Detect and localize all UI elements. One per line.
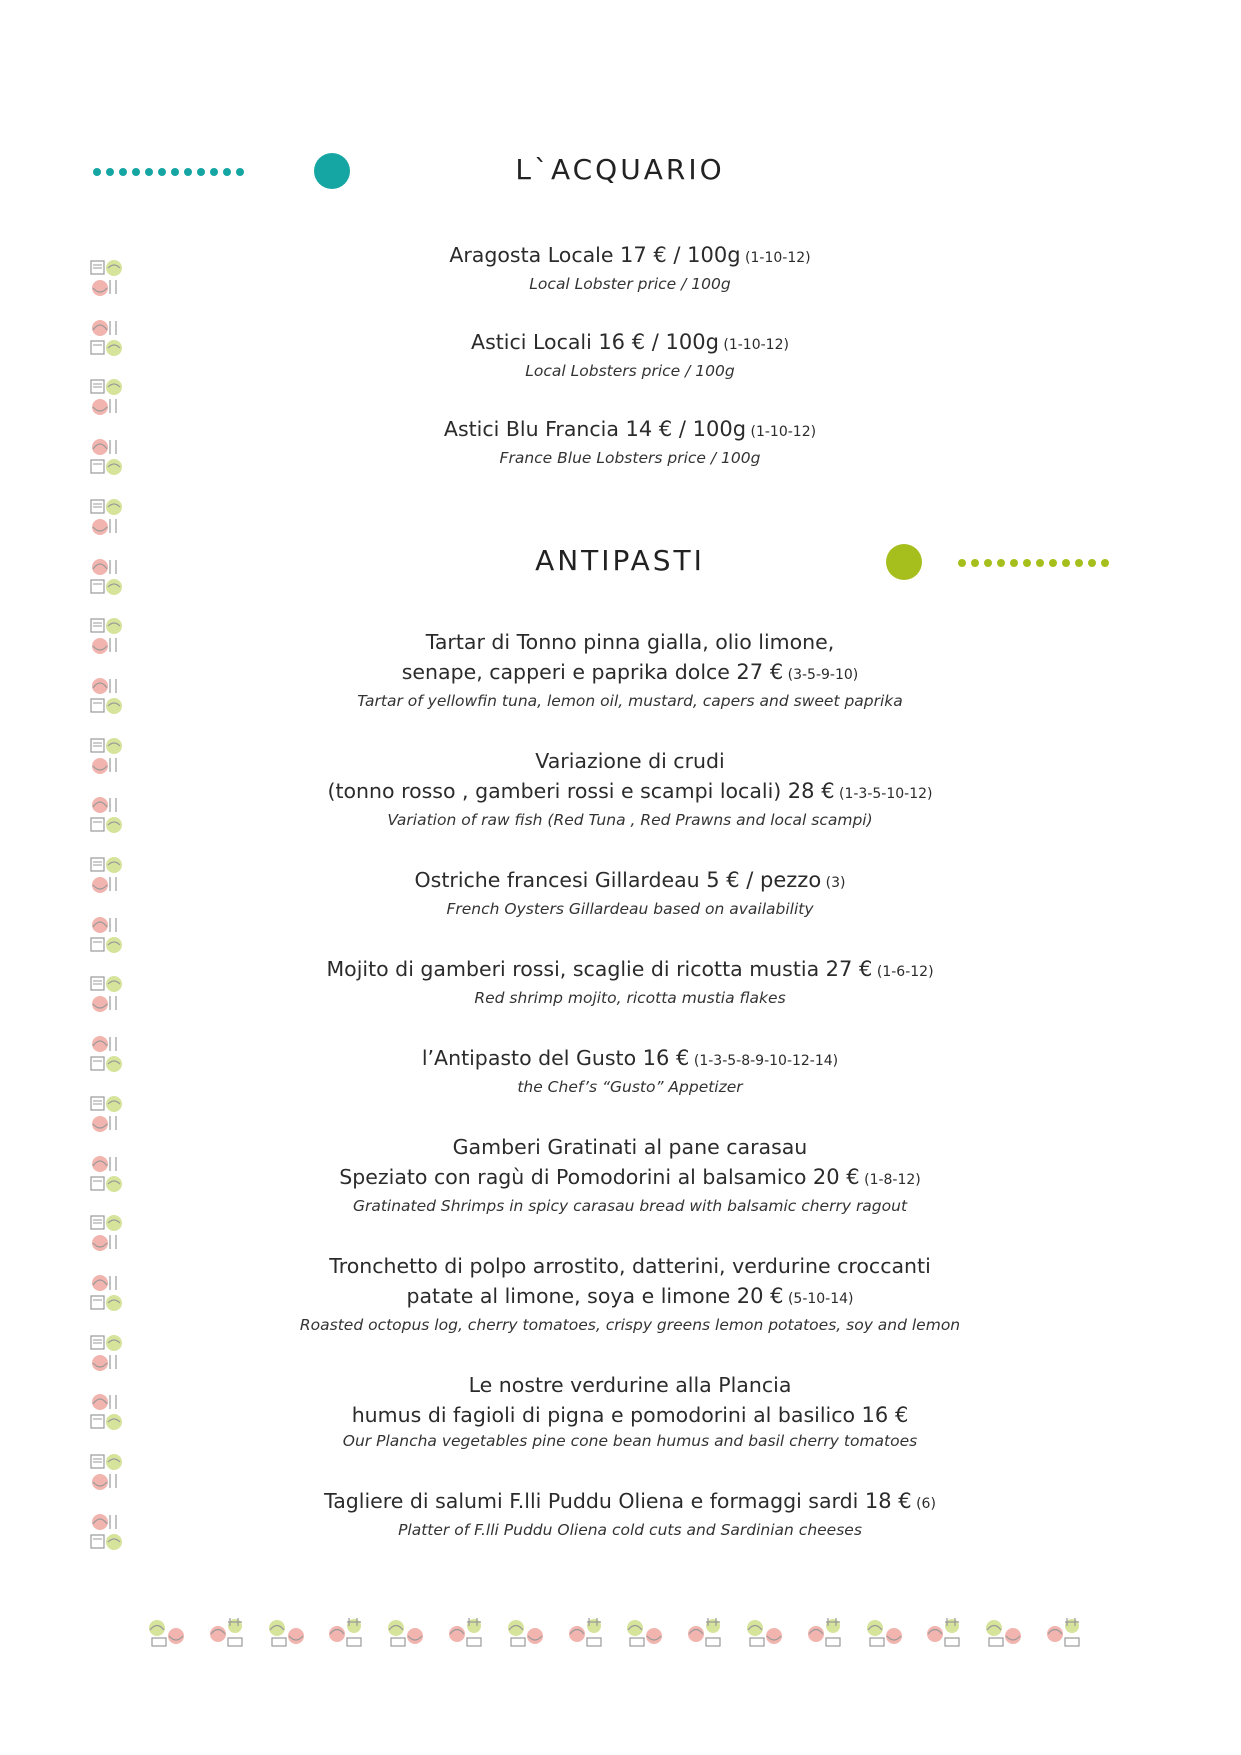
dish-line (220, 1162, 1040, 1195)
allergen-codes: (1-10-12) (718, 337, 789, 353)
menu-item (220, 954, 1040, 1009)
menu-item (220, 1486, 1040, 1541)
decorative-pattern-icon (925, 1616, 963, 1652)
small-dot (210, 168, 218, 176)
dish-price: 27 € (736, 660, 784, 684)
dish-line (220, 1132, 1040, 1162)
section-title-antipasti: ANTIPASTI (535, 544, 705, 577)
small-dot (984, 559, 992, 567)
dish-name: Gamberi Gratinati al pane carasau (452, 1135, 808, 1159)
allergen-codes: (1-10-12) (740, 250, 811, 266)
decorative-pattern-icon (90, 377, 124, 417)
decorative-pattern-icon (148, 1616, 186, 1652)
dish-line (220, 1251, 1040, 1281)
dish-line (220, 746, 1040, 776)
menu-item (220, 1132, 1040, 1217)
dish-english: Gratinated Shrimps in spicy carasau bread with balsamic cherry ragout (352, 1197, 908, 1215)
decorative-pattern-icon (90, 1392, 124, 1432)
dish-price: 17 € / 100g (620, 243, 741, 267)
small-dot (1101, 559, 1109, 567)
dish-english: France Blue Lobsters price / 100g (499, 449, 761, 467)
dish-english: Local Lobsters price / 100g (525, 362, 735, 380)
dish-line (220, 1043, 1040, 1076)
dish-line (220, 1370, 1040, 1400)
small-dot (158, 168, 166, 176)
menu-item (220, 746, 1040, 831)
decorative-pattern-icon (507, 1616, 545, 1652)
dish-line (220, 414, 1040, 447)
menu-item (220, 240, 1040, 295)
decorative-pattern-icon (806, 1616, 844, 1652)
dish-line (220, 954, 1040, 987)
section-title-acquario: L`ACQUARIO (515, 153, 725, 186)
dish-english: the Chef’s “Gusto” Appetizer (517, 1078, 743, 1096)
dish-name: Tronchetto di polpo arrostito, datterini, verdurine croccanti (329, 1254, 931, 1278)
small-dot (119, 168, 127, 176)
dish-english: Red shrimp mojito, ricotta mustia flakes (474, 989, 786, 1007)
small-dot (971, 559, 979, 567)
small-dot (1023, 559, 1031, 567)
decorative-pattern-icon (90, 1094, 124, 1134)
dish-name: Astici Locali (471, 330, 599, 354)
dish-price: 27 € (825, 957, 873, 981)
small-dot (958, 559, 966, 567)
decorative-pattern-icon (90, 1452, 124, 1492)
allergen-codes: (1-6-12) (872, 964, 934, 980)
decorative-pattern-icon (90, 497, 124, 537)
dish-english: Tartar of yellowfin tuna, lemon oil, mustard, capers and sweet paprika (357, 692, 903, 710)
dish-name: Astici Blu Francia (443, 417, 626, 441)
antipasti-items (220, 627, 1040, 1575)
menu-item (220, 1370, 1040, 1452)
decorative-pattern-icon (90, 795, 124, 835)
small-dot (184, 168, 192, 176)
dish-name: Tagliere di salumi F.lli Puddu Oliena e formaggi sardi (324, 1489, 865, 1513)
small-dot (223, 168, 231, 176)
decorative-pattern-icon (387, 1616, 425, 1652)
dish-price: 28 € (787, 779, 835, 803)
antipasti-dots (958, 559, 1109, 567)
dish-english: Local Lobster price / 100g (529, 275, 731, 293)
acquario-big-dot (314, 153, 350, 189)
small-dot (145, 168, 153, 176)
decorative-pattern-icon (1045, 1616, 1083, 1652)
allergen-codes: (3-5-9-10) (783, 667, 859, 683)
menu-item (220, 1251, 1040, 1336)
small-dot (132, 168, 140, 176)
dish-name: Tartar di Tonno pinna gialla, olio limone, (425, 630, 835, 654)
small-dot (1049, 559, 1057, 567)
decorative-pattern-icon (327, 1616, 365, 1652)
dish-line (220, 865, 1040, 898)
dish-name: Ostriche francesi Gillardeau (414, 868, 707, 892)
small-dot (1075, 559, 1083, 567)
allergen-codes: (1-10-12) (746, 424, 817, 440)
dish-name: l’Antipasto del Gusto (421, 1046, 643, 1070)
dish-line (220, 627, 1040, 657)
decorative-pattern-icon (686, 1616, 724, 1652)
menu-item (220, 414, 1040, 469)
decorative-pattern-icon (208, 1616, 246, 1652)
decorative-pattern-icon (90, 676, 124, 716)
decorative-pattern-icon (90, 974, 124, 1014)
small-dot (236, 168, 244, 176)
allergen-codes: (1-8-12) (859, 1172, 921, 1188)
decorative-pattern-icon (90, 557, 124, 597)
dish-name: Le nostre verdurine alla Plancia (468, 1373, 792, 1397)
dish-english: French Oysters Gillardeau based on availability (446, 900, 814, 918)
small-dot (997, 559, 1005, 567)
acquario-items (220, 240, 1040, 501)
allergen-codes: (5-10-14) (783, 1291, 854, 1307)
acquario-dots (93, 168, 244, 176)
dish-price: 5 € / pezzo (706, 868, 822, 892)
decorative-pattern-icon (90, 1512, 124, 1552)
decorative-pattern-icon (90, 915, 124, 955)
decorative-pattern-icon (90, 1273, 124, 1313)
menu-item (220, 1043, 1040, 1098)
small-dot (197, 168, 205, 176)
menu-item (220, 327, 1040, 382)
decorative-pattern-icon (90, 1034, 124, 1074)
small-dot (93, 168, 101, 176)
dish-english: Roasted octopus log, cherry tomatoes, crispy greens lemon potatoes, soy and lemon (299, 1316, 961, 1334)
dish-name: (tonno rosso , gamberi rossi e scampi locali) (327, 779, 788, 803)
decorative-pattern-icon (268, 1616, 306, 1652)
small-dot (171, 168, 179, 176)
dish-line (220, 1400, 1040, 1430)
small-dot (1010, 559, 1018, 567)
dish-price: 20 € (736, 1284, 784, 1308)
dish-english: Platter of F.lli Puddu Oliena cold cuts and Sardinian cheeses (398, 1521, 862, 1539)
menu-item (220, 627, 1040, 712)
small-dot (1062, 559, 1070, 567)
dish-line (220, 327, 1040, 360)
dish-price: 16 € (642, 1046, 690, 1070)
decorative-pattern-icon (447, 1616, 485, 1652)
decorative-pattern-icon (90, 1213, 124, 1253)
dish-name: patate al limone, soya e limone (406, 1284, 737, 1308)
dish-price: 20 € (812, 1165, 860, 1189)
allergen-codes: (1-3-5-8-9-10-12-14) (689, 1053, 839, 1069)
decorative-pattern-icon (90, 1154, 124, 1194)
decorative-pattern-icon (90, 318, 124, 358)
small-dot (1088, 559, 1096, 567)
dish-name: Speziato con ragù di Pomodorini al balsamico (339, 1165, 813, 1189)
dish-line (220, 1486, 1040, 1519)
decorative-pattern-icon (90, 736, 124, 776)
decorative-pattern-icon (90, 855, 124, 895)
decorative-pattern-icon (626, 1616, 664, 1652)
small-dot (1036, 559, 1044, 567)
menu-item (220, 865, 1040, 920)
decorative-pattern-icon (90, 437, 124, 477)
decorative-pattern-icon (90, 1333, 124, 1373)
dish-english: Our Plancha vegetables pine cone bean humus and basil cherry tomatoes (342, 1432, 918, 1450)
dish-line (220, 776, 1040, 809)
decorative-pattern-icon (746, 1616, 784, 1652)
dish-name: Aragosta Locale (449, 243, 620, 267)
allergen-codes: (3) (821, 875, 846, 891)
dish-price: 14 € / 100g (625, 417, 747, 441)
allergen-codes: (1-3-5-10-12) (834, 786, 933, 802)
dish-line (220, 657, 1040, 690)
decorative-pattern-icon (90, 616, 124, 656)
decorative-pattern-icon (567, 1616, 605, 1652)
antipasti-big-dot (886, 544, 922, 580)
dish-line (220, 240, 1040, 273)
dish-name: humus di fagioli di pigna e pomodorini al basilico (351, 1403, 862, 1427)
dish-line (220, 1281, 1040, 1314)
dish-english: Variation of raw fish (Red Tuna , Red Prawns and local scampi) (387, 811, 873, 829)
allergen-codes: (6) (911, 1496, 936, 1512)
dish-name: senape, capperi e paprika dolce (401, 660, 737, 684)
dish-name: Mojito di gamberi rossi, scaglie di ricotta mustia (326, 957, 826, 981)
decorative-pattern-icon (866, 1616, 904, 1652)
small-dot (106, 168, 114, 176)
dish-price: 16 € / 100g (598, 330, 719, 354)
decorative-pattern-icon (985, 1616, 1023, 1652)
dish-price: 16 € (861, 1403, 909, 1427)
dish-price: 18 € (864, 1489, 912, 1513)
decorative-pattern-icon (90, 258, 124, 298)
dish-name: Variazione di crudi (535, 749, 725, 773)
